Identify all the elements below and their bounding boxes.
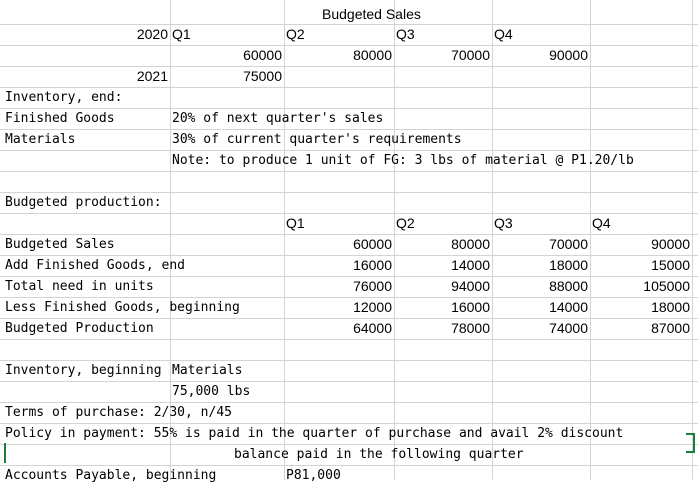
row-divider — [0, 171, 698, 172]
value-cell[interactable]: 76000 — [353, 278, 392, 294]
column-divider — [492, 0, 493, 480]
value-cell[interactable]: 94000 — [451, 278, 490, 294]
materials-label[interactable]: Materials — [5, 132, 76, 147]
value-cell[interactable]: 74000 — [549, 320, 588, 336]
value-cell[interactable]: 16000 — [353, 257, 392, 273]
column-divider — [284, 0, 285, 480]
prod-header-q1[interactable]: Q1 — [286, 215, 305, 231]
value-cell[interactable]: 90000 — [651, 236, 690, 252]
prod-header-q4[interactable]: Q4 — [592, 215, 611, 231]
value-cell[interactable]: 87000 — [651, 320, 690, 336]
sheet-title[interactable]: Budgeted Sales — [322, 6, 421, 22]
value-cell[interactable]: 12000 — [353, 299, 392, 315]
sales-2021-q1-cell[interactable]: 75000 — [243, 68, 282, 84]
value-cell[interactable]: 15000 — [651, 257, 690, 273]
value-cell[interactable]: 16000 — [451, 299, 490, 315]
column-divider — [394, 0, 395, 480]
value-cell[interactable]: 78000 — [451, 320, 490, 336]
finished-goods-label[interactable]: Finished Goods — [5, 111, 115, 126]
inventory-begin-value[interactable]: 75,000 lbs — [172, 384, 251, 399]
sales-q1-cell[interactable]: 60000 — [243, 47, 282, 63]
row-divider — [0, 339, 698, 340]
finished-goods-policy[interactable]: 20% of next quarter's sales — [172, 111, 384, 126]
row-label-add-fg-end[interactable]: Add Finished Goods, end — [5, 258, 186, 273]
production-note[interactable]: Note: to produce 1 unit of FG: 3 lbs of material @ P1.20/lb — [172, 153, 634, 168]
inventory-begin-materials[interactable]: Materials — [172, 363, 243, 378]
value-cell[interactable]: 18000 — [651, 299, 690, 315]
value-cell[interactable]: 18000 — [549, 257, 588, 273]
value-cell[interactable]: 64000 — [353, 320, 392, 336]
value-cell[interactable]: 105000 — [643, 278, 690, 294]
accounts-payable-value[interactable]: P81,000 — [286, 468, 341, 483]
sales-q3-cell[interactable]: 70000 — [451, 47, 490, 63]
value-cell[interactable]: 14000 — [549, 299, 588, 315]
balance-note[interactable]: balance paid in the following quarter — [234, 447, 524, 462]
row-label-less-fg-begin[interactable]: Less Finished Goods, beginning — [5, 300, 240, 315]
row-label-budgeted-production[interactable]: Budgeted Production — [5, 321, 154, 336]
terms-of-purchase[interactable]: Terms of purchase: 2/30, n/45 — [5, 405, 232, 420]
year-2020-cell[interactable]: 2020 — [136, 26, 168, 42]
value-cell[interactable]: 88000 — [549, 278, 588, 294]
row-label-total-need[interactable]: Total need in units — [5, 279, 154, 294]
year-2021-cell[interactable]: 2021 — [136, 68, 168, 84]
inventory-end-label[interactable]: Inventory, end: — [5, 90, 123, 105]
row-label-budgeted-sales[interactable]: Budgeted Sales — [5, 237, 115, 252]
value-cell[interactable]: 70000 — [549, 236, 588, 252]
row-divider — [0, 381, 698, 382]
accounts-payable-label[interactable]: Accounts Payable, beginning — [5, 468, 217, 483]
sales-q2-cell[interactable]: 80000 — [353, 47, 392, 63]
prod-header-q3[interactable]: Q3 — [494, 215, 513, 231]
value-cell[interactable]: 80000 — [451, 236, 490, 252]
prod-header-q2[interactable]: Q2 — [396, 215, 415, 231]
selection-cursor-left — [4, 443, 6, 463]
column-divider — [590, 0, 591, 480]
header-q2-cell[interactable]: Q2 — [286, 26, 305, 42]
budgeted-production-header[interactable]: Budgeted production: — [5, 195, 162, 210]
selection-cursor-right — [686, 433, 695, 453]
sales-q4-cell[interactable]: 90000 — [549, 47, 588, 63]
materials-policy[interactable]: 30% of current quarter's requirements — [172, 132, 462, 147]
inventory-begin-label[interactable]: Inventory, beginning — [5, 363, 162, 378]
header-q1-cell[interactable]: Q1 — [172, 26, 191, 42]
header-q4-cell[interactable]: Q4 — [494, 26, 513, 42]
value-cell[interactable]: 14000 — [451, 257, 490, 273]
value-cell[interactable]: 60000 — [353, 236, 392, 252]
header-q3-cell[interactable]: Q3 — [396, 26, 415, 42]
column-divider — [692, 0, 693, 480]
payment-policy[interactable]: Policy in payment: 55% is paid in the quarter of purchase and avail 2% discount — [5, 426, 624, 441]
